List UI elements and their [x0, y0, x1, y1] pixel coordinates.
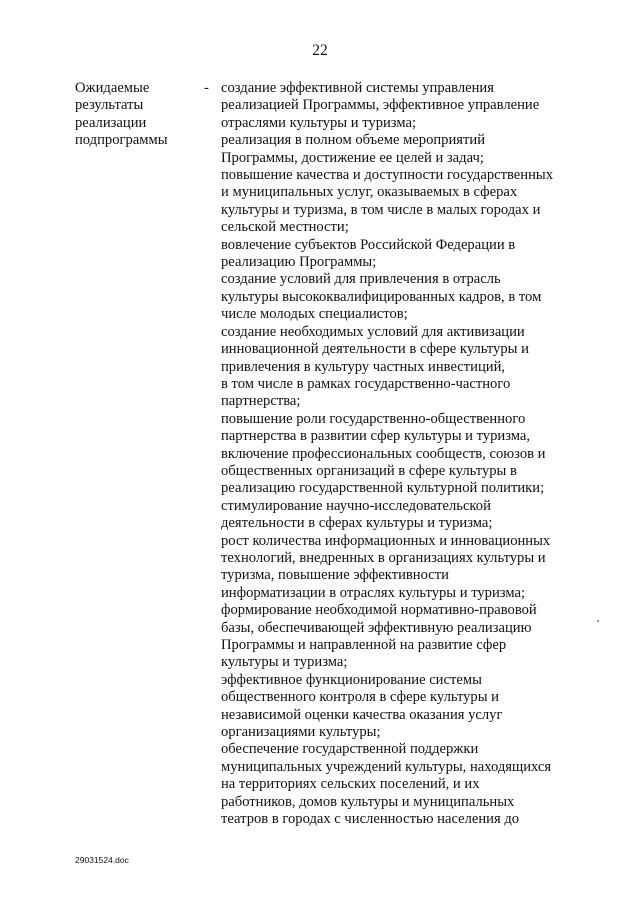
- text-line: независимой оценки качества оказания услуг: [221, 706, 503, 723]
- text-line: партнерства в развитии сфер культуры и туризма,: [221, 428, 531, 445]
- text-line: стимулирование научно-исследовательской: [221, 497, 491, 514]
- text-line: реализацией Программы, эффективное управление: [221, 97, 540, 114]
- text-line: базы, обеспечивающей эффективную реализацию: [221, 619, 532, 636]
- text-line: туризма, повышение эффективности: [221, 567, 449, 584]
- section-label-line: подпрограммы: [75, 132, 168, 149]
- document-filename: 29031524.doc: [75, 855, 129, 865]
- text-line: Программы и направленной на развитие сфер: [221, 637, 507, 653]
- text-line: повышение качества и доступности государственных: [221, 167, 553, 184]
- text-line: вовлечение субъектов Российской Федерации в: [221, 236, 516, 253]
- text-line: отраслями культуры и туризма;: [221, 114, 417, 131]
- section-label-line: реализации: [75, 114, 147, 131]
- text-line: повышение роли государственно-общественного: [221, 410, 526, 427]
- text-line: муниципальных учреждений культуры, находящихся: [221, 758, 552, 775]
- text-line: числе молодых специалистов;: [221, 306, 408, 323]
- page-number: 22: [312, 42, 328, 59]
- text-line: технологий, внедренных в организациях культуры и: [221, 549, 546, 566]
- text-line: театров в городах с численностью населения до: [221, 811, 520, 828]
- text-line: культуры и туризма, в том числе в малых городах и: [221, 201, 541, 218]
- text-line: в том числе в рамках государственно-частного: [221, 375, 511, 392]
- text-line: общественных организаций в сфере культуры в: [221, 462, 517, 479]
- text-line: привлечения в культуру частных инвестиций,: [221, 358, 506, 375]
- text-line: партнерства;: [221, 393, 301, 410]
- text-line: деятельности в сферах культуры и туризма;: [221, 515, 493, 532]
- section-label-line: Ожидаемые: [75, 80, 150, 96]
- text-line: создание эффективной системы управления: [221, 80, 494, 96]
- text-line: культуры и туризма;: [221, 654, 348, 671]
- text-line: и муниципальных услуг, оказываемых в сферах: [221, 184, 518, 201]
- text-line: общественного контроля в сфере культуры и: [221, 689, 499, 706]
- text-line: реализацию Программы;: [221, 254, 377, 271]
- text-line: обеспечение государственной поддержки: [221, 741, 479, 758]
- text-line: сельской местности;: [221, 219, 349, 236]
- text-line: Программы, достижение ее целей и задач;: [221, 149, 484, 166]
- text-line: создание необходимых условий для активизации: [221, 323, 525, 340]
- section-label-line: результаты: [75, 97, 144, 114]
- text-line: эффективное функционирование системы: [221, 671, 482, 688]
- text-line: реализация в полном объеме мероприятий: [221, 132, 485, 149]
- text-line: реализацию государственной культурной политики;: [221, 480, 545, 497]
- text-line: включение профессиональных сообществ, союзов и: [221, 445, 546, 462]
- text-line: на территориях сельских поселений, и их: [221, 776, 480, 793]
- results-text: [221, 80, 601, 828]
- text-line: культуры высококвалифицированных кадров, в том: [221, 288, 542, 305]
- text-line: рост количества информационных и инновационных: [221, 532, 551, 549]
- text-line: формирование необходимой нормативно-правовой: [221, 602, 537, 619]
- section-label: [75, 80, 195, 150]
- text-line: работников, домов культуры и муниципальных: [221, 793, 515, 810]
- scan-speck: [597, 620, 599, 622]
- dash-separator: -: [204, 80, 209, 96]
- text-line: организациями культуры;: [221, 724, 381, 741]
- text-line: инновационной деятельности в сфере культуры и: [221, 341, 529, 358]
- text-line: информатизации в отраслях культуры и туризма;: [221, 584, 526, 601]
- text-line: создание условий для привлечения в отрасль: [221, 271, 501, 288]
